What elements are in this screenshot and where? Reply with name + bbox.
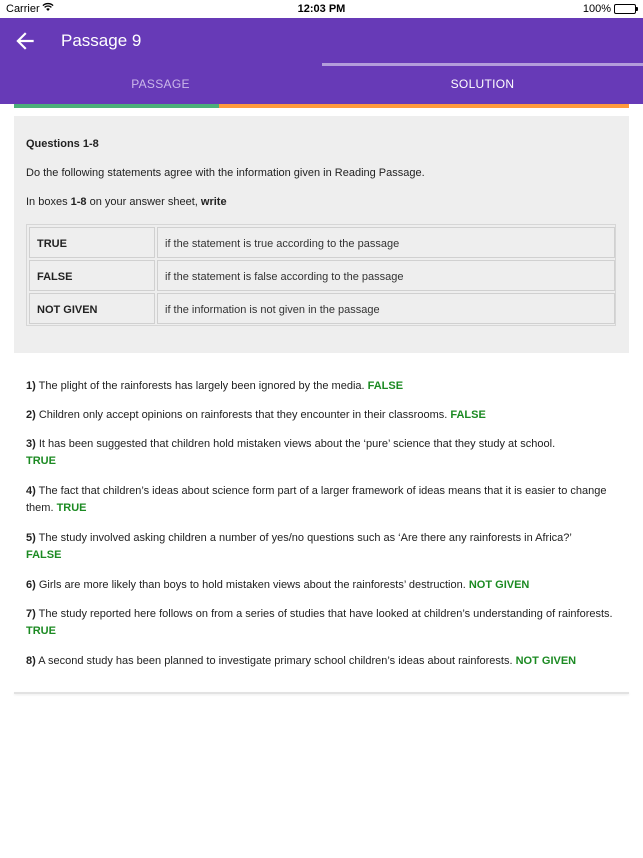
answer-result: TRUE bbox=[26, 625, 56, 637]
table-cell-description: if the statement is true according to the passage bbox=[157, 227, 615, 258]
questions-heading: Questions 1-8 bbox=[26, 138, 99, 150]
table-cell-description: if the information is not given in the passage bbox=[157, 293, 615, 324]
answer-result: TRUE bbox=[26, 455, 56, 467]
answer-result: NOT GIVEN bbox=[515, 655, 577, 667]
tab-indicator bbox=[322, 63, 643, 66]
tab-passage[interactable]: PASSAGE bbox=[131, 77, 190, 91]
instructions-panel bbox=[14, 116, 629, 353]
progress-bar bbox=[14, 104, 629, 108]
answer-result: FALSE bbox=[26, 549, 62, 561]
divider bbox=[14, 692, 629, 694]
tab-solution[interactable]: SOLUTION bbox=[450, 77, 515, 91]
answer-item: 4) The fact that children’s ideas about science form part of a larger framework of ideas means that it is easier to change them. TRUE bbox=[26, 485, 607, 514]
progress-done bbox=[14, 104, 219, 108]
answer-item: 8) A second study has been planned to investigate primary school children’s ideas about rainforests. NOT GIVEN bbox=[26, 655, 577, 667]
table-row bbox=[29, 293, 615, 324]
answer-item: 7) The study reported here follows on from a series of studies that have looked at children’s understanding of rainforests. TRUE bbox=[26, 608, 613, 637]
page-title: Passage 9 bbox=[61, 31, 142, 50]
answer-result: FALSE bbox=[450, 409, 486, 421]
answer-result: NOT GIVEN bbox=[468, 579, 530, 591]
answer-item: 2) Children only accept opinions on rainforests that they encounter in their classrooms. FALSE bbox=[26, 409, 486, 421]
back-button[interactable] bbox=[12, 28, 38, 54]
answer-item: 1) The plight of the rainforests has largely been ignored by the media. FALSE bbox=[26, 380, 404, 392]
answer-result: TRUE bbox=[56, 502, 87, 514]
table-cell-key: FALSE bbox=[29, 260, 155, 291]
table-cell-key: TRUE bbox=[29, 227, 155, 258]
instruction-boxes-text: In boxes 1-8 on your answer sheet, write bbox=[26, 196, 227, 208]
answer-item: 3) It has been suggested that children hold mistaken views about the ‘pure’ science that they study at school. TRUE bbox=[26, 438, 556, 467]
answer-item: 5) The study involved asking children a number of yes/no questions such as ‘Are there any rainforests in Africa?’ FALSE bbox=[26, 532, 572, 561]
arrow-back-icon bbox=[12, 28, 38, 54]
table-row bbox=[29, 227, 615, 258]
app-bar bbox=[0, 18, 643, 104]
answer-item: 6) Girls are more likely than boys to hold mistaken views about the rainforests’ destruction. NOT GIVEN bbox=[26, 579, 530, 591]
battery-percent: 100% bbox=[582, 3, 611, 15]
battery-icon bbox=[614, 4, 636, 14]
table-row bbox=[29, 260, 615, 291]
table-cell-key: NOT GIVEN bbox=[29, 293, 155, 324]
answer-key-table bbox=[26, 224, 616, 326]
instruction-text: Do the following statements agree with the information given in Reading Passage. bbox=[26, 167, 425, 179]
status-bar bbox=[0, 0, 643, 18]
clock: 12:03 PM bbox=[297, 3, 346, 15]
carrier-label: Carrier bbox=[6, 3, 40, 15]
tab-bar bbox=[0, 66, 643, 104]
progress-remaining bbox=[219, 104, 629, 108]
table-cell-description: if the statement is false according to the passage bbox=[157, 260, 615, 291]
answer-result: FALSE bbox=[367, 380, 404, 392]
